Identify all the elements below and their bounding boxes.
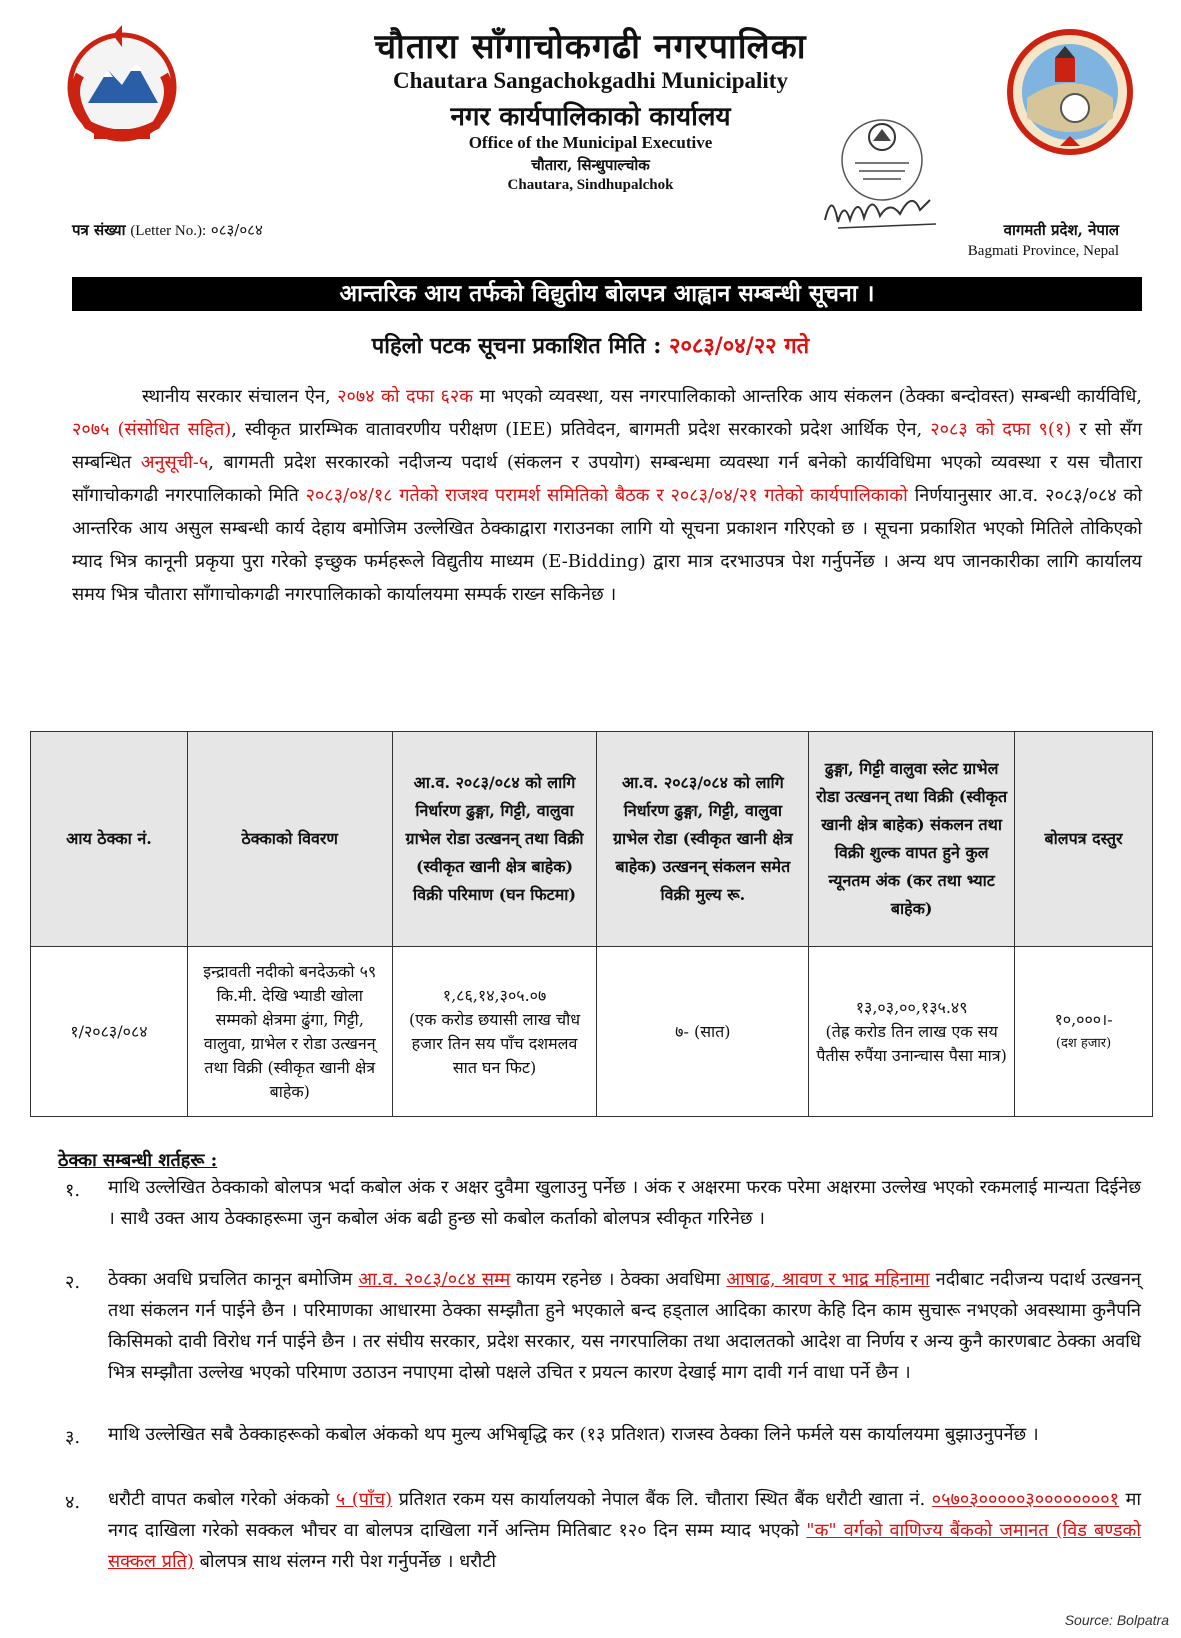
term-3-text: माथि उल्लेखित सबै ठेक्काहरूको कबोल अंकको थप मुल्य अभिबृद्धि कर (१३ प्रतिशत) राजस्व ठेक्का लिने फर्मले यस कार्यालयमा बुझाउनुपर्नेछ । [108, 1424, 1039, 1445]
term-text: नदीबाट नदीजन्य पदार्थ उत्खनन् तथा संकलन गर्न पाईने छैन । परिमाणका आधारमा ठेक्का सम्झौता हुने भएकाले बन्द हड्ताल आदिका कारण केहि दिन काम सुचारू नभएको अवस्थामा कुनैपनि किसिमको दावी विरोध गर्न पाईने छैन । तर संघीय सरकार, प्रदेश सरकार, यस नगरपालिका तथा अदालतको आदेश वा निर्णय र अन्य कुनै कारणबाट ठेक्का अवधि भित्र सम्झौता उल्लेख भएको परिमाण उठाउन नपाएमा दोस्रो पक्षले उचित र प्रयत्न कारण देखाई माग दावी गर्न वाधा पर्ने छैन । [108, 1269, 1141, 1383]
source-credit: Source: Bolpatra [1064, 1612, 1169, 1628]
office-name-english: Office of the Municipal Executive [468, 133, 713, 152]
office-name-nepali: नगर कार्यपालिकाको कार्यालय [450, 102, 731, 132]
body-highlight: २०७४ को दफा ६२क [337, 386, 474, 407]
term-text: प्रतिशत रकम यस कार्यालयको नेपाल बैंक लि. चौतारा स्थित बैंक धरौटी खाता नं. [392, 1489, 932, 1510]
letter-number [72, 220, 263, 240]
body-highlight: २०८३ को दफा ९(१) [930, 419, 1072, 440]
term-text: कायम रहनेछ । ठेक्का अवधिमा [510, 1269, 727, 1290]
fee-figure: १०,०००।- [1054, 1009, 1113, 1029]
table-header-row [31, 732, 1153, 947]
publication-date-value: २०८३/०४/२२ गते [669, 333, 810, 359]
fee-words: (दश हजार) [1055, 1035, 1112, 1051]
term-4-number: ४. [65, 1492, 81, 1513]
quantity-figure: १,८६,१४,३०५.०७ [442, 985, 547, 1005]
municipality-name-english: Chautara Sangachokgadhi Municipality [393, 68, 788, 93]
contract-table [30, 731, 1153, 1117]
term-text: ठेक्का अवधि प्रचलित कानून बमोजिम [108, 1269, 359, 1290]
terms-heading: ठेक्का सम्बन्धी शर्तहरू : [58, 1150, 218, 1171]
body-text: , स्वीकृत प्रारम्भिक वातावरणीय परीक्षण (IEE) प्रतिवेदन, बागमती प्रदेश सरकारको प्रदेश आर्थिक ऐन, [231, 419, 931, 440]
term-1-number: १. [65, 1180, 81, 1201]
body-highlight: २०७५ (संसोधित सहित) [72, 419, 232, 440]
cell-quantity [392, 947, 597, 1117]
body-text: मा भएको व्यवस्था, यस नगरपालिकाको आन्तरिक आय संकलन (ठेक्का बन्दोवस्त) सम्बन्धी कार्यविधि, [473, 386, 1142, 407]
province-nepali: वागमती प्रदेश, नेपाल [1003, 221, 1119, 239]
body-highlight: २०८३/०४/१८ गतेको राजश्व परामर्श समितिको बैठक र २०८३/०४/२१ गतेको कार्यपालिकाको [305, 485, 908, 506]
term-1-text: माथि उल्लेखित ठेक्काको बोलपत्र भर्दा कबोल अंक र अक्षर दुवैमा खुलाउनु पर्नेछ । अंक र अक्षरमा फरक परेमा अक्षरमा उल्लेख भएको रकमलाई मान्यता दिईनेछ । साथै उक्त आय ठेक्काहरूमा जुन कबोल अंक बढी हुन्छ सो कबोल कर्ताको बोलपत्र स्वीकृत गरिनेछ । [108, 1177, 1141, 1229]
col-header-quantity: आ.व. २०८३/०८४ को लागि निर्धारण ढुङ्गा, गिट्टी, वालुवा ग्राभेल रोडा उत्खनन् तथा विक्री (स्वीकृत खानी क्षेत्र बाहेक) विक्री परिमाण (घन फिटमा) [392, 732, 597, 947]
cell-contract-no: १/२०८३/०८४ [31, 947, 188, 1117]
term-2-text [108, 1264, 1141, 1388]
col-header-total-amount: ढुङ्गा, गिट्टी वालुवा स्लेट ग्राभेल रोडा उत्खनन् तथा विक्री (स्वीकृत खानी क्षेत्र बाहेक) संकलन तथा विक्री शुल्क वापत हुने कुल न्यूनतम अंक (कर तथा भ्याट बाहेक) [809, 732, 1015, 947]
body-text: स्थानीय सरकार संचालन ऐन, [142, 386, 338, 407]
body-text: र सो सँग सम्बन्धित [72, 419, 1142, 473]
total-words: (तेह्र करोड तिन लाख एक सय पैतीस रुपैंया उनान्चास पैसा मात्र) [816, 1021, 1007, 1065]
letter-label: पत्र संख्या [72, 221, 126, 239]
term-highlight: आषाढ, श्रावण र भाद्र महिनामा [726, 1269, 930, 1290]
cell-total-amount [809, 947, 1015, 1117]
notice-title: आन्तरिक आय तर्फको विद्युतीय बोलपत्र आह्वान सम्बन्धी सूचना । [72, 277, 1142, 311]
office-place-nepali: चौतारा, सिन्धुपाल्चोक [531, 156, 650, 174]
term-text: धरौटी वापत कबोल गरेको अंकको [108, 1489, 336, 1510]
term-text: बोलपत्र साथ संलग्न गरी पेश गर्नुपर्नेछ । धरौटी [193, 1551, 496, 1572]
cell-tender-fee [1015, 947, 1153, 1117]
col-header-contract-no: आय ठेक्का नं. [31, 732, 188, 947]
term-highlight: ०५७०३०००००३००००००००१ [931, 1489, 1119, 1510]
term-4-text [108, 1484, 1141, 1577]
office-place-english: Chautara, Sindhupalchok [507, 177, 674, 193]
notice-body-paragraph [72, 380, 1142, 611]
publication-date-label: पहिलो पटक सूचना प्रकाशित मिति : [371, 333, 662, 359]
term-highlight: आ.व. २०८३/०८४ सम्म [358, 1269, 511, 1290]
cell-description: इन्द्रावती नदीको बनदेऊको ५९ कि.मी. देखि भ्याडी खोला सम्मको क्षेत्रमा ढुंगा, गिट्टी, वालुवा, ग्राभेल र रोडा उत्खनन् तथा विक्री (स्वीकृत खानी क्षेत्र बाहेक) [187, 947, 392, 1117]
term-2-number: २. [65, 1272, 81, 1293]
term-highlight: ५ (पाँच) [335, 1489, 393, 1510]
cell-rate: ७- (सात) [597, 947, 809, 1117]
body-text: , बागमती प्रदेश सरकारको नदीजन्य पदार्थ (संकलन र उपयोग) सम्बन्धमा व्यवस्था गर्न बनेको कार्यविधिमा भएको व्यवस्था र यस चौतारा साँगाचोकगढी नगरपालिकाको मिति [72, 452, 1143, 506]
province-english: Bagmati Province, Nepal [967, 243, 1119, 259]
body-text: निर्णयानुसार आ.व. २०८३/०८४ को आन्तरिक आय असुल सम्बन्धी कार्य देहाय बमोजिम उल्लेखित ठेक्काद्वारा गराउनका लागि यो सूचना प्रकाशन गरिएको छ । सूचना प्रकाशित भएको मितिले तोकिएको म्याद भित्र कानूनी प्रकृया पुरा गरेको इच्छुक फर्महरूले विद्युतीय माध्यम (E-Bidding) द्वारा मात्र दरभाउपत्र पेश गर्नुपर्नेछ । अन्य थप जानकारीका लागि कार्यालय समय भित्र चौतारा साँगाचोकगढी नगरपालिकाको कार्यालयमा सम्पर्क राख्न सकिनेछ । [72, 485, 1142, 605]
quantity-words: (एक करोड छयासी लाख चौध हजार तिन सय पाँच दशमलव सात घन फिट) [409, 1009, 581, 1077]
table-row [31, 947, 1153, 1117]
letter-label-english: (Letter No.): [130, 223, 207, 239]
col-header-tender-fee: बोलपत्र दस्तुर [1015, 732, 1153, 947]
letter-number-value: ०८३/०८४ [210, 221, 263, 239]
col-header-description: ठेक्काको विवरण [187, 732, 392, 947]
col-header-rate: आ.व. २०८३/०८४ को लागि निर्धारण ढुङ्गा, गिट्टी, वालुवा ग्राभेल रोडा (स्वीकृत खानी क्षेत्र बाहेक) उत्खनन् संकलन समेत विक्री मुल्य रू. [597, 732, 809, 947]
total-figure: १३,०३,००,१३५.४९ [855, 997, 968, 1017]
publication-date-line [0, 330, 1181, 360]
term-highlight: "क" वर्गको वाणिज्य बैंकको जमानत (विड बण्डको सक्कल प्रति) [108, 1520, 1141, 1572]
term-3-number: ३. [65, 1427, 81, 1448]
term-text: मा नगद दाखिला गरेको सक्कल भौचर वा बोलपत्र दाखिला गर्ने अन्तिम मितिबाट १२० दिन सम्म म्याद भएको [108, 1489, 1141, 1541]
municipality-name-nepali: चौतारा साँगाचोकगढी नगरपालिका [374, 27, 807, 67]
body-highlight: अनुसूची-५ [140, 452, 209, 473]
